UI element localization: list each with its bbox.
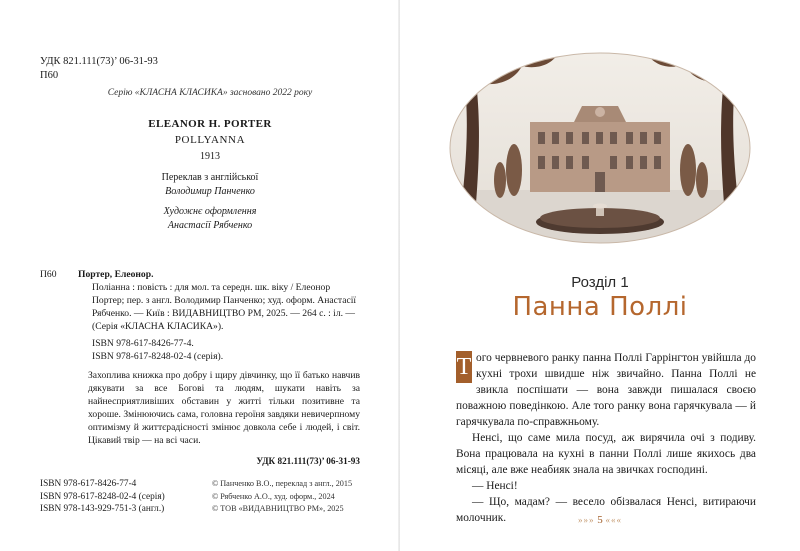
- chapter-illustration: [442, 40, 758, 246]
- paragraph: — Ненсі!: [472, 480, 518, 492]
- drop-cap: Т: [456, 351, 472, 383]
- chapter-label: Розділ 1: [571, 274, 629, 291]
- copyright-list: [212, 478, 352, 516]
- isbn-line: ISBN 978-143-929-751-3 (англ.): [40, 504, 165, 514]
- chapter-page: [400, 0, 800, 551]
- paragraph: — Що, мадам? — весело обізвалася Ненсі, витираючи молочник.: [456, 496, 756, 524]
- chapter-body: [456, 350, 756, 526]
- udk-header: [40, 55, 158, 83]
- chapter-title: Панна Поллі: [512, 292, 688, 322]
- original-author: ELEANOR H. PORTER: [148, 118, 272, 130]
- udk-code: УДК 821.111(73)’ 06-31-93: [40, 56, 158, 67]
- folio-ornament-right: «««: [605, 515, 622, 525]
- paragraph: Ненсі, що саме мила посуд, аж вирячила очі з подиву. Вона працювала на кухні в панни Поллі лише якихось два місяці, але вже неабияк знала на звичках господині.: [456, 432, 756, 476]
- original-title: POLLYANNA: [174, 134, 246, 146]
- isbn-line: ISBN 978-617-8248-02-4 (серія): [40, 491, 165, 502]
- original-year: 1913: [200, 151, 220, 162]
- catalog-udk: УДК 821.111(73)’ 06-31-93: [256, 456, 360, 466]
- copyright-line: © Панченко В.О., переклад з англ., 2015: [212, 479, 353, 488]
- author-sign: П60: [40, 70, 59, 81]
- copyright-line: © ТОВ «ВИДАВНИЦТВО РМ», 2025: [212, 504, 344, 513]
- catalog-isbn-1: ISBN 978-617-8426-77-4.: [92, 338, 194, 349]
- translator-name: Володимир Панченко: [165, 186, 255, 197]
- isbn-line: ISBN 978-617-8426-77-4: [40, 479, 137, 489]
- isbn-list: [40, 478, 165, 516]
- copyright-line: © Рябченко А.О., худ. оформ., 2024: [212, 491, 335, 501]
- catalog-text: Поліанна : повість : для мол. та середн. шк. віку / Елеонор Портер; пер. з англ. Володимир Панченко; худ. оформ. Анастасії Рябченко. — Київ : ВИДАВНИЦТВО РМ, 2025. — 264 с. : іл. — (Серія «КЛАСНА КЛАСИКА»).: [92, 282, 357, 332]
- series-note: Серію «КЛАСНА КЛАСИКА» засновано 2022 року: [107, 88, 313, 98]
- catalog-record: [40, 268, 360, 468]
- original-title-block: [100, 116, 320, 233]
- folio-ornament-left: »»»: [578, 515, 595, 525]
- page-number-footer: [400, 514, 800, 526]
- catalog-isbn-2: ISBN 978-617-8248-02-4 (серія).: [92, 351, 224, 362]
- translation-label: Переклав з англійської: [161, 172, 259, 183]
- artist-name: Анастасії Рябченко: [167, 220, 253, 231]
- catalog-code: П60: [40, 269, 57, 280]
- paragraph: ого червневого ранку панна Поллі Гаррінгтон увійшла до кухні трохи швидше ніж звичайно. Панна Поллі не звикла поспішати — вона завжди пишалася своєю поважною поведінкою. Але того ранку вона гарячкувала — й гарячкувала по-справжньому.: [456, 352, 756, 428]
- catalog-heading: Портер, Елеонор.: [78, 269, 154, 280]
- catalog-description: Захоплива книжка про добру і щиру дівчинку, що її батько навчив дякувати за все Богові та людям, шукати навіть за найнесприятливіших обставин у житті тільки позитивне та хороше. Змінюючись сама, головна героїня завдяки невичерпному оптимізму й життєрадісності змінює довкола себе і людей, і світ. Цікавий твір — на всі часи.: [88, 370, 360, 446]
- art-label: Художнє оформлення: [163, 206, 257, 217]
- page-number: 5: [597, 514, 603, 526]
